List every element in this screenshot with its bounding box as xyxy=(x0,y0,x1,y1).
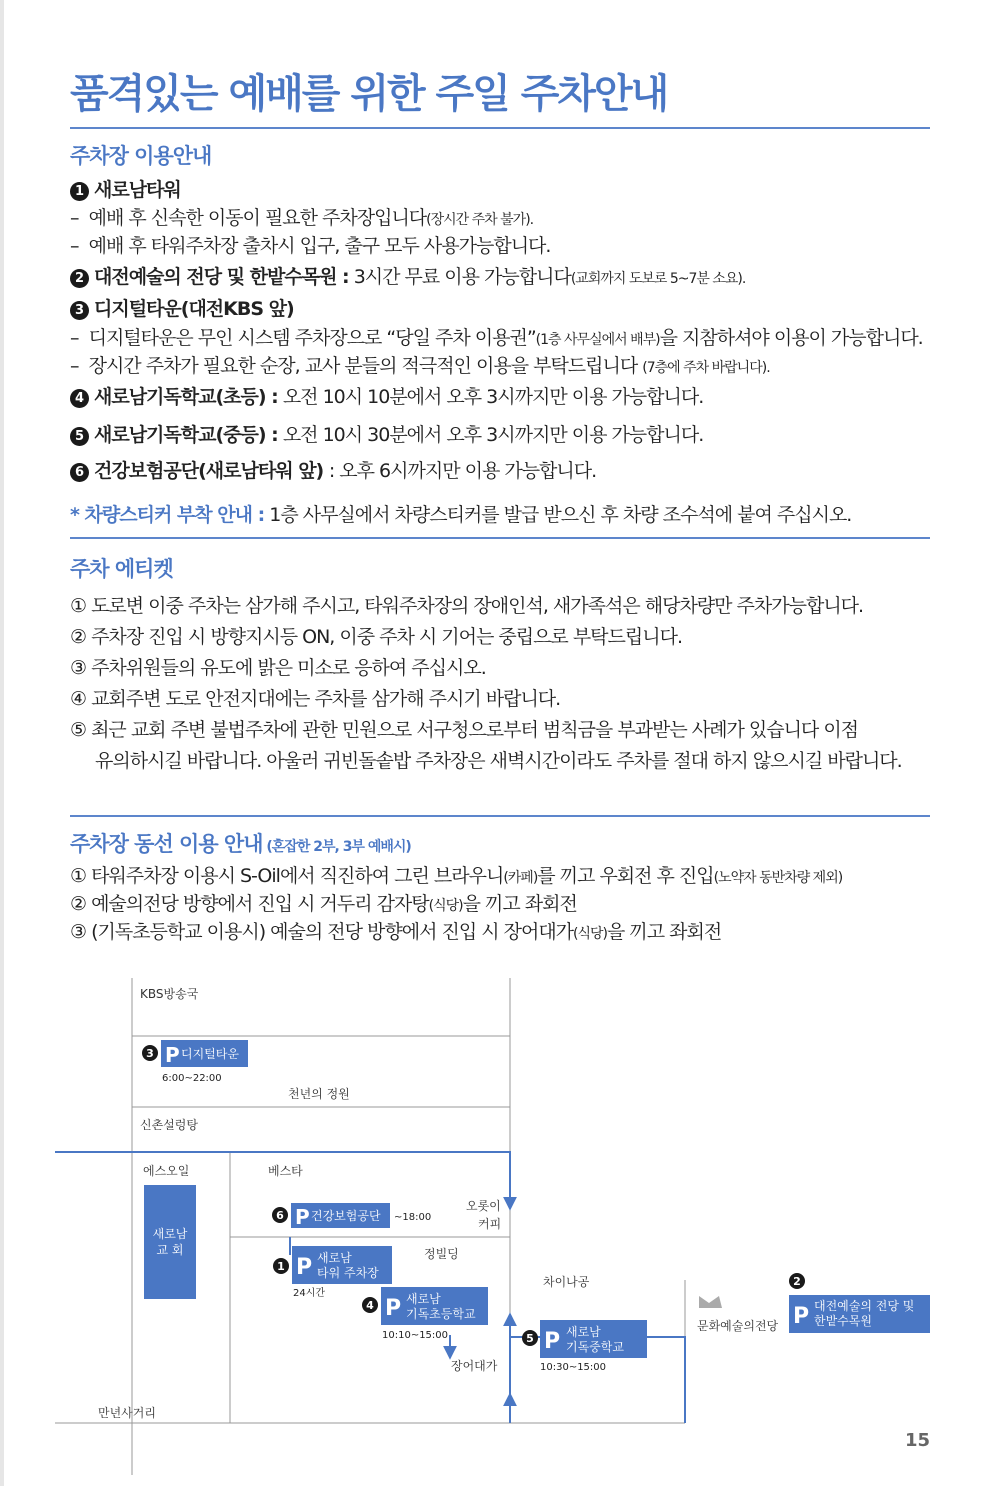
detail-line xyxy=(70,351,770,378)
sticker-label: * 차량스티커 부착 안내 : xyxy=(70,504,265,526)
parking-name: 새로남타워 xyxy=(94,179,181,201)
route-text: ③ (기독초등학교 이용시) 예술의 전당 방향에서 진입 시 장어대가 xyxy=(70,921,574,943)
section-heading-parking-info: 주차장 이용안내 xyxy=(70,144,212,168)
church-label: 교 회 xyxy=(156,1243,184,1257)
detail-note: (장시간 주차 불가). xyxy=(426,212,534,228)
detail-text: 예배 후 신속한 이동이 필요한 주차장입니다 xyxy=(88,207,427,229)
sticker-notice xyxy=(70,500,851,527)
parking-p-icon: P xyxy=(385,1296,402,1321)
detail-text: 오전 10시 10분에서 오후 3시까지만 이용 가능합니다. xyxy=(277,386,704,408)
map-label-mannyeon: 만년사거리 xyxy=(98,1406,156,1420)
parking-p-icon: P xyxy=(296,1255,313,1280)
parking-marker-artscenter xyxy=(789,1273,930,1333)
parking-item-2 xyxy=(70,262,745,289)
detail-text: 예배 후 타워주차장 출차시 입구, 출구 모두 사용가능합니다. xyxy=(88,235,551,257)
number-badge: 2 xyxy=(70,269,89,288)
map-label-besta: 베스타 xyxy=(268,1164,303,1178)
detail-line xyxy=(70,203,533,230)
parking-name: 대전예술의 전당 및 한밭수목원 : xyxy=(94,266,349,288)
parking-name: 한밭수목원 xyxy=(814,1314,872,1328)
dash: – xyxy=(70,355,79,377)
parking-hours: 24시간 xyxy=(293,1288,326,1299)
parking-p-icon: P xyxy=(165,1043,180,1067)
parking-name: 새로남기독학교(중등) : xyxy=(94,424,278,446)
parking-name: 디지털타운(대전KBS 앞) xyxy=(94,298,294,320)
parking-marker-middle xyxy=(522,1320,647,1373)
parking-item-4 xyxy=(70,382,703,409)
parking-hours: 10:30~15:00 xyxy=(540,1362,607,1373)
detail-line xyxy=(70,231,550,258)
parking-name: 건강보험공단(새로남타워 앞) xyxy=(94,460,329,482)
parking-marker-elementary xyxy=(362,1287,488,1341)
detail-text: 3시간 무료 이용 가능합니다 xyxy=(348,266,571,288)
divider xyxy=(70,127,930,129)
route-item xyxy=(70,889,577,916)
parking-name: 건강보험공단 xyxy=(311,1209,381,1223)
section-heading-route xyxy=(70,828,411,858)
page-title: 품격있는 예배를 위한 주일 주차안내 xyxy=(70,71,668,117)
parking-name: 디지털타운 xyxy=(181,1047,239,1061)
parking-marker-digitaltown xyxy=(142,1040,248,1084)
number-badge: 5 xyxy=(70,427,89,446)
parking-hours: 6:00~22:00 xyxy=(162,1073,222,1084)
parking-p-icon: P xyxy=(544,1329,561,1354)
map-label-kbs: KBS방송국 xyxy=(140,987,199,1001)
map-label-china: 차이나공 xyxy=(543,1275,590,1289)
divider xyxy=(70,537,930,539)
parking-item-1 xyxy=(70,175,181,202)
map-label-soil: 에스오일 xyxy=(143,1164,190,1178)
detail-text: 장시간 주차가 필요한 순장, 교사 분들의 적극적인 이용을 부탁드립니다 xyxy=(88,355,643,377)
parking-item-3 xyxy=(70,294,294,321)
map-label-garden: 천년의 정원 xyxy=(288,1087,350,1101)
detail-text: 을 지참하셔야 이용이 가능합니다. xyxy=(659,327,923,349)
page-number: 15 xyxy=(905,1430,931,1451)
route-note: (노약자 동반차량 제외) xyxy=(713,870,843,886)
parking-name: 기독초등학교 xyxy=(406,1307,476,1321)
route-note: (식당) xyxy=(428,898,463,914)
map-label-munhwa: 문화예술의전당 xyxy=(697,1319,779,1333)
route-heading-text: 주차장 동선 이용 안내 xyxy=(70,832,263,856)
map-label-jungbilding: 정빌딩 xyxy=(424,1247,459,1261)
dash: – xyxy=(70,327,79,349)
number-badge: 6 xyxy=(276,1209,284,1222)
parking-route-map xyxy=(0,960,1000,1486)
parking-item-6 xyxy=(70,456,596,483)
etiquette-item: ⑤ 최근 교회 주변 불법주차에 관한 민원으로 서구청으로부터 범칙금을 부과받는 사례가 있습니다 이점 xyxy=(70,719,859,741)
number-badge: 4 xyxy=(366,1299,374,1312)
detail-note: (7층에 주차 바랍니다). xyxy=(642,360,770,376)
map-label-sinchon: 신촌설렁탕 xyxy=(140,1118,198,1132)
parking-marker-nhis xyxy=(272,1203,431,1229)
route-note: (카페) xyxy=(503,870,538,886)
detail-note: (1층 사무실에서 배부) xyxy=(535,332,660,348)
number-badge: 1 xyxy=(277,1260,285,1273)
map-label-jangeo: 장어대가 xyxy=(451,1359,498,1373)
route-text: 을 끼고 좌회전 xyxy=(462,893,577,915)
number-badge: 6 xyxy=(70,463,89,482)
parking-item-5 xyxy=(70,420,703,447)
parking-p-icon: P xyxy=(295,1205,310,1229)
detail-text: 디지털타운은 무인 시스템 주차장으로 “당일 주차 이용권” xyxy=(88,327,536,349)
map-label-coffee: 커피 xyxy=(478,1217,502,1231)
number-badge: 4 xyxy=(70,389,89,408)
section-heading-etiquette: 주차 에티켓 xyxy=(70,557,173,581)
parking-name: 타워 주차장 xyxy=(317,1266,379,1280)
parking-name: 새로남기독학교(초등) : xyxy=(94,386,278,408)
detail-text: 오전 10시 30분에서 오후 3시까지만 이용 가능합니다. xyxy=(277,424,704,446)
etiquette-item: ③ 주차위원들의 유도에 밝은 미소로 응하여 주십시오. xyxy=(70,657,486,679)
etiquette-item-continued: 유의하시길 바랍니다. 아울러 귀빈돌솥밥 주차장은 새벽시간이라도 주차를 절대 하지 않으시길 바랍니다. xyxy=(95,750,902,772)
parking-name: 기독중학교 xyxy=(566,1340,624,1354)
church-block xyxy=(144,1185,196,1299)
detail-line xyxy=(70,323,923,350)
dash: – xyxy=(70,235,79,257)
route-item xyxy=(70,917,721,944)
number-badge: 3 xyxy=(146,1047,154,1060)
number-badge: 1 xyxy=(70,182,89,201)
etiquette-item: ④ 교회주변 도로 안전지대에는 주차를 삼가해 주시기 바랍니다. xyxy=(70,688,561,710)
parking-name: 대전예술의 전당 및 xyxy=(814,1299,915,1313)
parking-name: 새로남 xyxy=(406,1292,441,1306)
parking-name: 새로남 xyxy=(566,1325,601,1339)
detail-note: (교회까지 도보로 5~7분 소요). xyxy=(570,271,746,287)
route-text: ② 예술의전당 방향에서 진입 시 거두리 감자탕 xyxy=(70,893,429,915)
map-label-orot: 오롯이 xyxy=(466,1199,501,1213)
etiquette-item: ① 도로변 이중 주차는 삼가해 주시고, 타워주차장의 장애인석, 새가족석은 해당차량만 주차가능합니다. xyxy=(70,595,864,617)
parking-hours: 10:10~15:00 xyxy=(382,1330,449,1341)
etiquette-item: ② 주차장 진입 시 방향지시등 ON, 이중 주차 시 기어는 중립으로 부탁드립니다. xyxy=(70,626,682,648)
sticker-text: 1층 사무실에서 차량스티커를 발급 받으신 후 차량 조수석에 붙여 주십시오. xyxy=(264,504,852,526)
number-badge: 2 xyxy=(793,1275,801,1288)
parking-name: 새로남 xyxy=(317,1251,352,1265)
dash: – xyxy=(70,207,79,229)
theater-icon xyxy=(699,1296,722,1308)
route-note: (식당) xyxy=(573,926,608,942)
parking-p-icon: P xyxy=(793,1304,810,1329)
detail-text: : 오후 6시까지만 이용 가능합니다. xyxy=(328,460,597,482)
route-text: 을 끼고 좌회전 xyxy=(607,921,722,943)
route-heading-note: (혼잡한 2부, 3부 예배시) xyxy=(262,839,411,855)
number-badge: 5 xyxy=(526,1332,534,1345)
route-item xyxy=(70,861,842,888)
route-text: 를 끼고 우회전 후 진입 xyxy=(537,865,714,887)
route-text: ① 타워주차장 이용시 S-Oil에서 직진하여 그린 브라우니 xyxy=(70,865,504,887)
divider xyxy=(70,815,930,817)
church-label: 새로남 xyxy=(152,1227,188,1241)
number-badge: 3 xyxy=(70,301,89,320)
parking-hours: ~18:00 xyxy=(394,1212,432,1223)
